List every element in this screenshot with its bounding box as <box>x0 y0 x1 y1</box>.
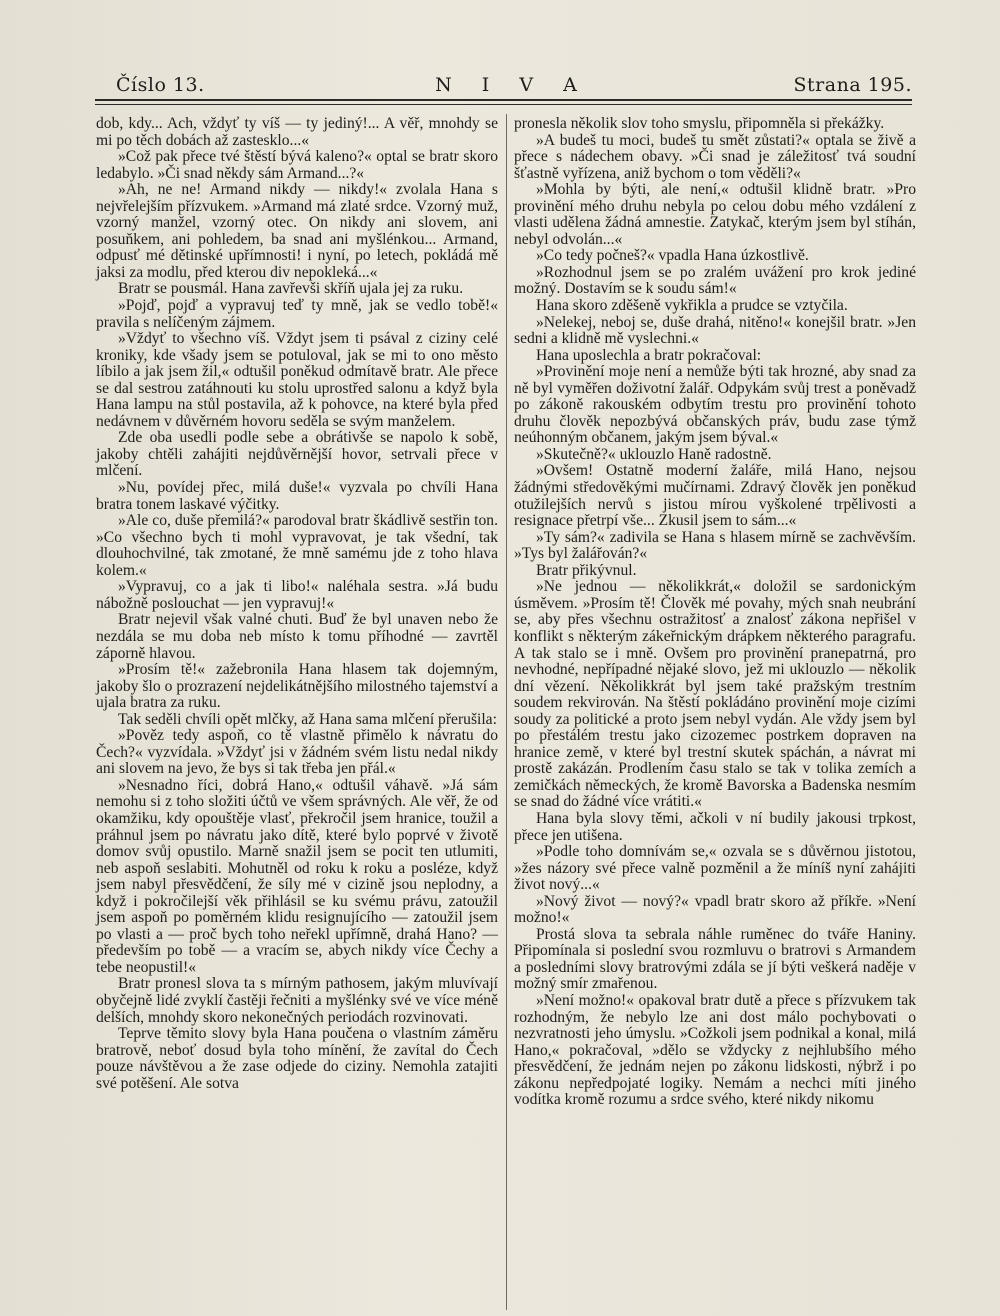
paragraph: pronesla několik slov toho smyslu, připomněla si překážky. <box>514 115 885 132</box>
paragraph: »Pověz tedy aspoň, co tě vlastně přimělo k návratu do Čech?« vyzvídala. »Vždyť jsi v žádném svém listu nedal nikdy ani slovem na jevo, že bys si tak třeba jen přál.« <box>96 727 498 778</box>
paragraph: Bratr nejevil však valné chuti. Buď že byl unaven nebo že nezdála se mu doba neb místo k tomu příhodné — zavrtěl záporně hlavou. <box>96 611 498 662</box>
paragraph: »Rozhodnul jsem se po zralém uvážení pro krok jediné možný. Dostavím se k soudu sám!« <box>514 263 916 298</box>
paragraph: Zde oba usedli podle sebe a obrátivše se napolo k sobě, jakoby chtěli zahájiti nejdůvěrnější hovor, setrvali přece v mlčení. <box>96 429 498 480</box>
paragraph: »Ale co, duše přemilá?« parodoval bratr škádlivě sestřin ton. »Co všechno bych ti mohl vypravovat, je tak všední, tak dlouhochvilné, tak zmotané, že mně samému jde z toho hlava kolem.« <box>96 512 498 579</box>
paragraph: Bratr přikývnul. <box>536 561 637 579</box>
paragraph: »Ovšem! Ostatně moderní žaláře, milá Hano, nejsou žádnými středověkými mučírnami. Zdravý člověk jen poněkud otužilejších nervů s jistou mírou vyškolené trpělivosti a resignace přetrpí vše... Zkusil jsem to sám...« <box>514 462 916 530</box>
paragraph: »Vždyť to všechno víš. Vždyt jsem ti psával z ciziny celé kroniky, kde všady jsem se potuloval, jak se mi to ono město líbilo a jak jsem žil,« odtušil poněkud odmítavě bratr. Ale přece se dal sestrou zatáhnouti ku stolu uprostřed salonu a když byla Hana lampu na stůl postavila, až k pohovce, na které byla před nedávnem v důvěrném hovoru seděla se svým manželem. <box>96 330 498 430</box>
paragraph: »Nový život — nový?« vpadl bratr skoro až příkře. »Není možno!« <box>514 892 916 927</box>
paragraph: »Podle toho domnívám se,« ozvala se s důvěrnou jistotou, »žes názory své přece valně pozměnil a že míníš nyní zahájiti život nový...« <box>514 843 916 894</box>
paragraph: »Nelekej, neboj se, duše drahá, nitěno!« konejšil bratr. »Jen sedni a klidně mě vyslechni.« <box>514 313 916 348</box>
page-number: Strana 195. <box>793 74 912 96</box>
issue-number: Číslo 13. <box>116 74 205 96</box>
paragraph: »Vypravuj, co a jak ti libo!« naléhala sestra. »Já budu nábožně poslouchat — jen vypravuj!« <box>96 578 498 612</box>
header-rule <box>95 99 912 105</box>
left-column <box>96 116 498 1092</box>
paragraph: »Co tedy počneš?« vpadla Hana úzkostlivě. <box>536 247 809 265</box>
paragraph: Prostá slova ta sebrala náhle ruměnec do tváře Haniny. Připomínala si poslední svou rozmluvu o bratrovi s Armandem a posledními slovy bratrovými zdála se jí býti veškerá naděje v možný smír zmařenou. <box>514 925 916 993</box>
paragraph: Tak seděli chvíli opět mlčky, až Hana sama mlčení přerušila: <box>118 710 497 728</box>
paragraph: »Prosím tě!« zažebronila Hana hlasem tak dojemným, jakoby šlo o prozrazení nejdelikátnějšího milostného tajemství a ujala bratra za ruku. <box>96 661 498 712</box>
paragraph: »Což pak přece tvé štěstí bývá kaleno?« optal se bratr skoro ledabylo. »Či snad někdy sám Armand...?« <box>96 148 498 182</box>
paragraph: »Ty sám?« zadivila se Hana s hlasem mírně se zachvěvším. »Tys byl žalářován?« <box>514 528 916 563</box>
paragraph: Hana uposlechla a bratr pokračoval: <box>536 346 762 364</box>
column-divider <box>506 114 507 1310</box>
paragraph: »Ah, ne ne! Armand nikdy — nikdy!« zvolala Hana s nejvřelejším přízvukem. »Armand má zlaté srdce. Vzorný muž, vzorný manžel, vzorný otec. On nikdy ani slovem, ani posuňkem, ani pohledem, ba snad ani myšlénkou... Armand, odpusť mé dětinské upřímnosti! i nyní, po letech, pokládá mě jaksi za modlu, před kterou div nepokleká...« <box>96 181 498 281</box>
paragraph: »Mohla by býti, ale není,« odtušil klidně bratr. »Pro provinění mého druhu nebyla po celou dobu mého vzdálení z vlasti udělena žádná amnestie. Zatykač, kterým jsem byl stíhán, nebyl odvolán...« <box>514 181 916 248</box>
paragraph: »Pojď, pojď a vypravuj teď ty mně, jak se vedlo tobě!« pravila s nelíčeným zájmem. <box>96 297 498 331</box>
paragraph: Teprve těmito slovy byla Hana poučena o vlastním záměru bratrově, neboť dosud byla toho mínění, že zavítal do Čech pouze návštěvou a že zase odjede do ciziny. Nemohla zatajiti své potěšení. Ale sotva <box>96 1025 498 1092</box>
paragraph: Bratr se pousmál. Hana zavřevši skříň ujala jej za ruku. <box>118 280 464 298</box>
paragraph: »Provinění moje není a nemůže býti tak hrozné, aby snad za ně byl vyměřen doživotní žalář. Odpykám svůj trest a poněvadž po zákoně rakouském odbytím trestu pro provinění tohoto druhu člověk nepozbývá občanských práv, budu zase týmž neúhonným občanem, jakým jsem býval.« <box>514 363 916 447</box>
paragraph: Hana byla slovy těmi, ačkoli v ní budily jakousi trpkost, přece jen utišena. <box>514 809 916 844</box>
paragraph: Hana skoro zděšeně vykřikla a prudce se vztyčila. <box>536 297 848 315</box>
paragraph: »Nesnadno říci, dobrá Hano,« odtušil váhavě. »Já sám nemohu si z toho složiti účtů ve všem správných. Ale věř, že od okamžiku, kdy opouštěje vlasť, překročil jsem hranice, toužil a práhnul jsem po návratu jako dítě, které bylo poprvé v životě domov svůj opustilo. Marně snažil jsem se pocit ten utlumiti, neb aspoň seslabiti. Mohutněl od roku k roku a posléze, když jsem nabyl přesvědčení, že síly mé v cizině jsou neplodny, a když i pokročilejší věk přihlásil se ku svému právu, zatoužil jsem aspoň po poměrném klidu resignujícího — zatoužil jsem po vlasti a — proč bych toho neřekl upřímně, drahá Hano? — především po tobě — a vracím se, abych nikdy více Čechy a tebe neopustil!« <box>96 776 498 976</box>
page-header <box>112 72 912 98</box>
paragraph: »A budeš tu moci, budeš tu smět zůstati?« optala se živě a přece s nádechem obavy. »Či snad je záležitosť tvá soudní šťastně vyřízena, aniž bychom o tom věděli?« <box>514 131 916 182</box>
paragraph: Bratr pronesl slova ta s mírným pathosem, jakým mluvívají obyčejně lidé zvyklí častěji řečniti a myšlénky své ve více méně delších, mnohdy skoro nekonečných periodách rozvinovati. <box>96 975 498 1026</box>
right-column <box>514 116 916 1109</box>
paragraph: »Nu, povídej přec, milá duše!« vyzvala po chvíli Hana bratra tonem laskavé výčitky. <box>96 479 498 513</box>
paragraph: dob, kdy... Ach, vždyť ty víš — ty jediný!... A věř, mnohdy se mi po těch dobách až zastesklo...« <box>96 115 498 149</box>
paragraph: »Není možno!« opakoval bratr dutě a přece s přízvukem tak rozhodným, že nebylo lze ani dost málo pochybovati o nezvratnosti jeho úmyslu. »Cožkoli jsem podnikal a konal, milá Hano,« pokračoval, »dělo se vždycky z nejhlubšího mého přesvědčení, že jednám nejen po zákonu lidskosti, nýbrž i po zákonu nepředpojaté logiky. Nemám a nechci míti jiného vodítka kromě rozumu a srdce svého, které nikdy nikomu <box>514 991 916 1109</box>
journal-title: N I V A <box>435 74 589 96</box>
paragraph: »Skutečně?« uklouzlo Haně radostně. <box>536 445 772 463</box>
paragraph: »Ne jednou — několikkrát,« doložil se sardonickým úsměvem. »Prosím tě! Člověk mé povahy, mých snah neubrání se, aby přes všechnu ostražitosť a znalosť zákona nepřišel v konflikt s některým zákeřnickým drápkem některého paragrafu. A tak stalo se i mně. Ovšem pro provinění pranepatrná, pro nevhodné, nepřípadné nějaké slovo, jež mi uklouzlo — několik dní vězení. Několikkrát byl jsem také pražským trestním soudem rekvirován. Na štěstí pokládáno provinění moje cizími soudy za politické a proto jsem nebyl vydán. Ale vždy jsem byl po přestálém trestu jako cizozemec postrkem dopraven na hranice země, v které byl trestní skutek spáchán, a návrat mi prostě zakázán. Prodlením času stalo se tak v tolika zemích a zemičkách německých, že kromě Bavorska a Badenska nesmím se snad do žádné více vrátiti.« <box>514 578 916 811</box>
